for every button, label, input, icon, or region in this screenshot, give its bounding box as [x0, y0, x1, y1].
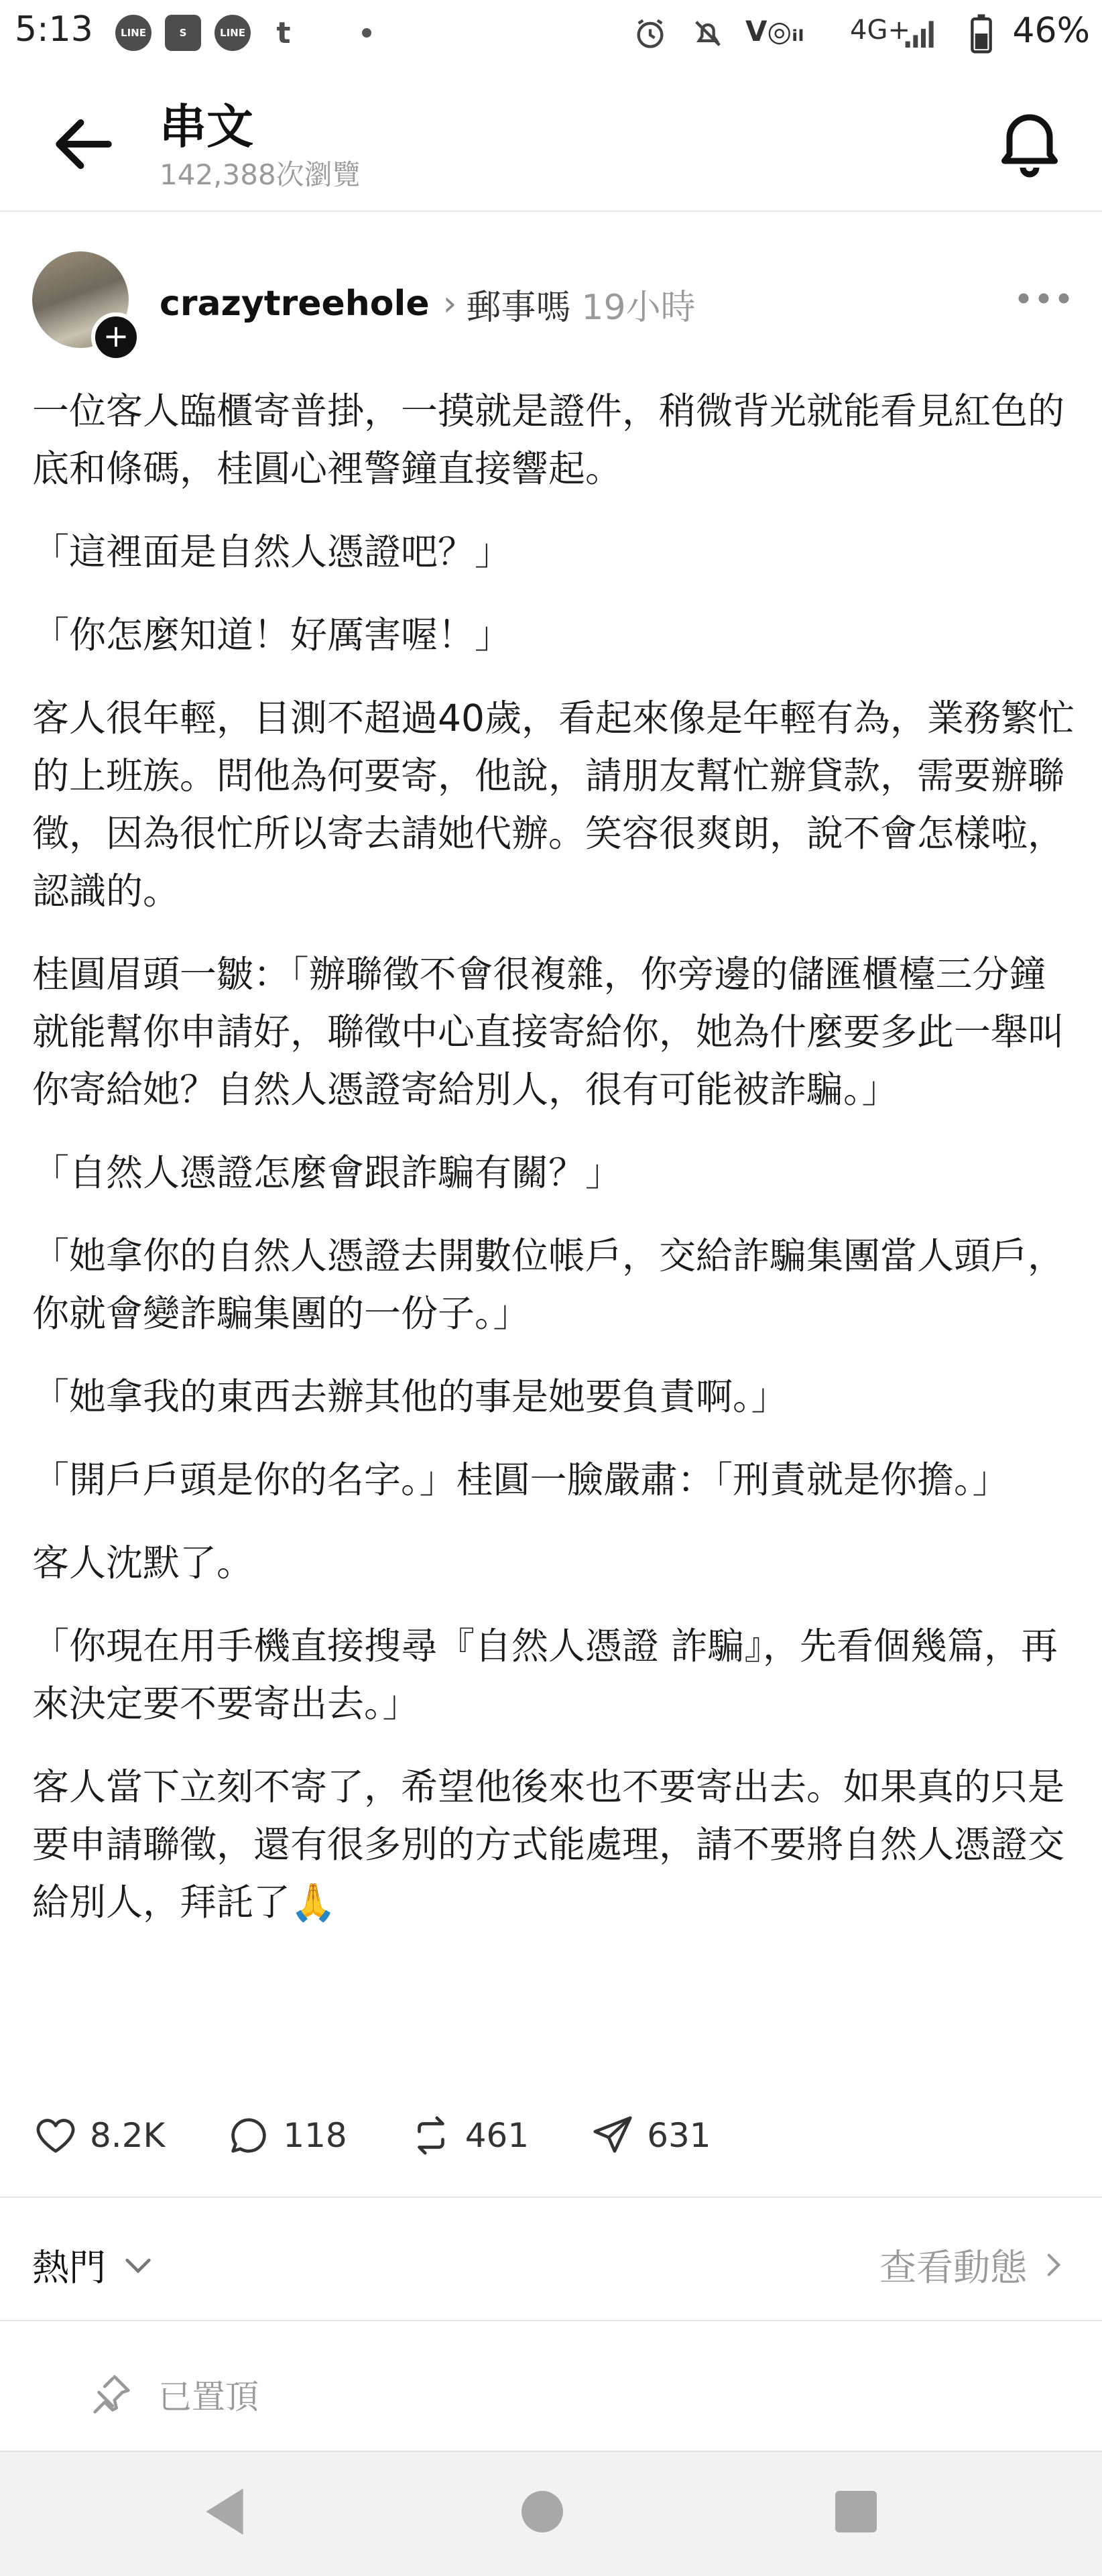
alarm-icon: [633, 16, 668, 51]
view-activity-link[interactable]: [879, 2238, 1070, 2291]
mute-icon: [690, 16, 725, 51]
divider: [0, 2197, 1102, 2198]
comment-icon: [225, 2112, 272, 2159]
post-body: [32, 382, 1078, 1956]
post-topic[interactable]: 郵事嗎: [466, 287, 571, 328]
battery-icon: [969, 13, 993, 54]
nav-home-icon[interactable]: [522, 2491, 563, 2532]
shopee-app-icon: S: [165, 15, 201, 51]
post-paragraph: 「自然人憑證怎麼會跟詐騙有關？」: [32, 1151, 623, 1194]
chevron-right-icon: [1036, 2248, 1070, 2282]
post-meta: [160, 280, 696, 327]
more-notifications-dot-icon: [362, 28, 371, 38]
nav-recents-icon[interactable]: [835, 2491, 877, 2532]
back-arrow-icon[interactable]: [47, 107, 121, 181]
post-actions: [32, 2105, 772, 2166]
status-bar: [0, 0, 1102, 67]
share-count: 631: [647, 2116, 711, 2155]
post-paragraph: 「你現在用手機直接搜尋『自然人憑證 詐騙』，先看個幾篇，再來決定要不要寄出去。」: [32, 1625, 1058, 1725]
comment-button[interactable]: [225, 2112, 347, 2159]
post-paragraph: 「你怎麼知道！好厲害喔！」: [32, 613, 512, 656]
share-button[interactable]: [589, 2112, 711, 2159]
line-app-icon: LINE: [115, 15, 151, 51]
volte-icon: V◎ᵢₗ: [745, 15, 804, 48]
post-paragraph: 客人當下立刻不寄了，希望他後來也不要寄出去。如果真的只是要申請聯徵，還有很多別的方式能處理，請不要將自然人憑證交給別人，拜託了🙏: [32, 1765, 1065, 1924]
pin-icon: [87, 2371, 134, 2418]
tumblr-app-icon: t: [276, 15, 291, 50]
author-username[interactable]: crazytreehole: [160, 284, 430, 324]
heart-icon: [32, 2112, 79, 2159]
send-icon: [589, 2112, 636, 2159]
network-type: 4G+: [850, 15, 910, 46]
post-paragraph: 「她拿你的自然人憑證去開數位帳戶，交給詐騙集團當人頭戶，你就會變詐騙集團的一份子。」: [32, 1234, 1065, 1335]
chevron-down-icon: [119, 2246, 157, 2284]
notification-bell-icon[interactable]: [989, 101, 1070, 181]
sort-label: 熱門: [32, 2246, 107, 2289]
repost-button[interactable]: [408, 2112, 529, 2159]
divider: [0, 2320, 1102, 2321]
more-options-icon[interactable]: [1014, 275, 1074, 322]
post-paragraph: 客人很年輕，目測不超過40歲，看起來像是年輕有為，業務繁忙的上班族。問他為何要寄，他說，請朋友幫忙辦貸款，需要辦聯徵，因為很忙所以寄去請她代辦。笑容很爽朗，說不會怎樣啦，認識的。: [32, 697, 1075, 913]
pinned-label: 已置頂: [158, 2378, 259, 2416]
like-button[interactable]: [32, 2112, 165, 2159]
chevron-right-icon: ›: [442, 284, 457, 324]
repost-count: 461: [465, 2116, 530, 2155]
like-count: 8.2K: [90, 2116, 166, 2155]
post-paragraph: 桂圓眉頭一皺：「辦聯徵不會很複雜，你旁邊的儲匯櫃檯三分鐘就能幫你申請好，聯徵中心直接寄給你，她為什麼要多此一舉叫你寄給她？自然人憑證寄給別人，很有可能被詐騙。」: [32, 953, 1065, 1111]
sort-dropdown[interactable]: [32, 2238, 157, 2291]
post-paragraph: 「她拿我的東西去辦其他的事是她要負責啊。」: [32, 1375, 788, 1418]
post-paragraph: 客人沈默了。: [32, 1541, 254, 1584]
comment-count: 118: [283, 2116, 347, 2155]
post-paragraph: 「這裡面是自然人憑證吧？」: [32, 530, 512, 573]
line-app-icon-2: LINE: [215, 15, 251, 51]
post-time: 19小時: [581, 287, 696, 328]
post-paragraph: 「開戶戶頭是你的名字。」桂圓一臉嚴肅：「刑責就是你擔。」: [32, 1458, 1009, 1501]
post-paragraph: 一位客人臨櫃寄普掛，一摸就是證件，稍微背光就能看見紅色的底和條碼，桂圓心裡警鐘直接響起。: [32, 390, 1065, 490]
follow-plus-icon[interactable]: +: [91, 312, 141, 362]
pinned-indicator: [87, 2370, 259, 2418]
battery-percentage: 46%: [1012, 11, 1090, 51]
signal-icon: [902, 16, 940, 51]
page-title: 串文: [160, 99, 253, 154]
repost-icon: [408, 2112, 454, 2159]
activity-label: 查看動態: [879, 2246, 1027, 2289]
view-count: 142,388次瀏覽: [160, 158, 361, 191]
status-time: 5:13: [15, 9, 93, 50]
nav-back-icon[interactable]: [201, 2486, 248, 2537]
